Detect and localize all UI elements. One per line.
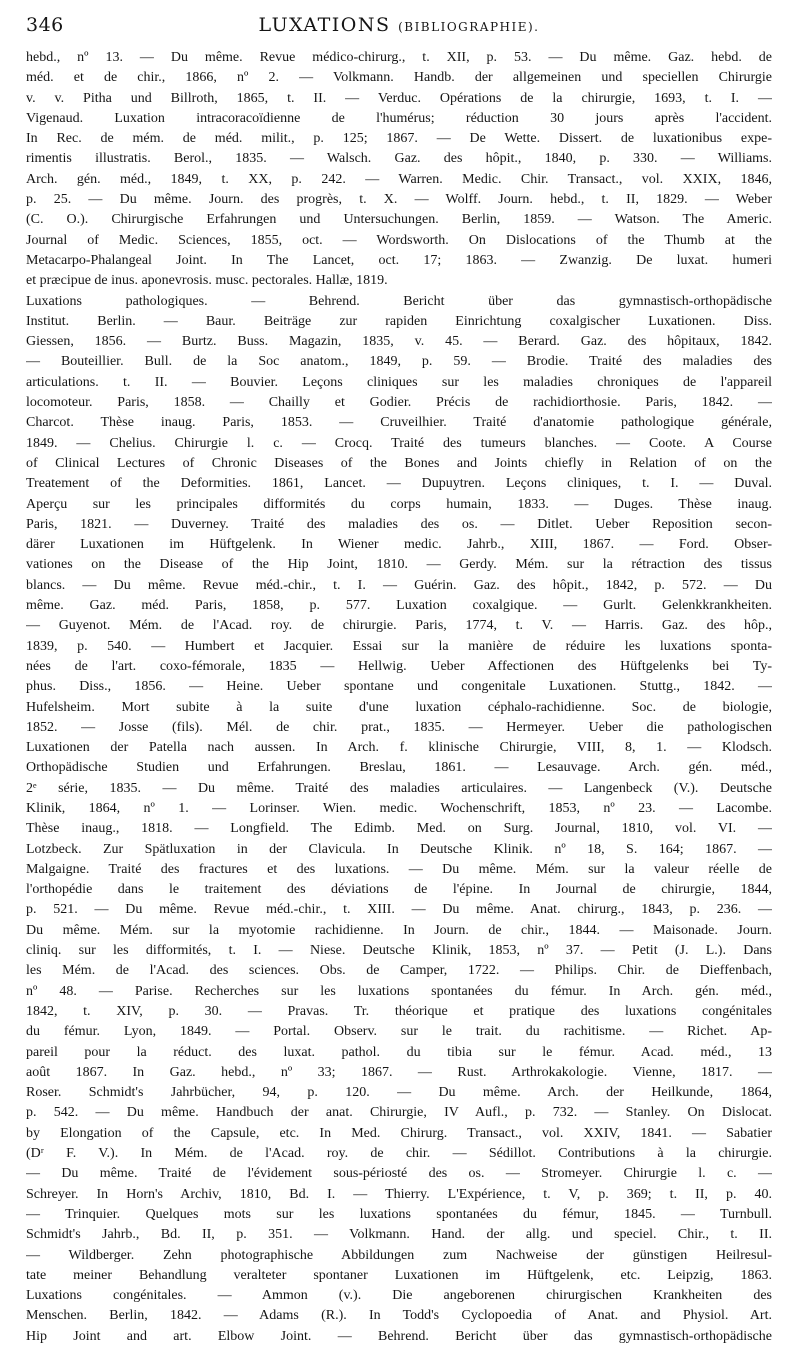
text-line: et præcipue de inus. aponevrosis. musc. pectorales. Hallæ, 1819.: [26, 273, 388, 289]
text-line: Luxationen der Patella nach aussen. In Arch. f. klinische Chirurgie, VIII, 8, 1. — Klodsch.: [26, 740, 772, 756]
text-line: Treatement of the Deformities. 1861, Lancet. — Dupuytren. Leçons cliniques, t. I. — Duval.: [26, 476, 772, 492]
text-line: Thèse inaug., 1818. — Longfield. The Edimb. Med. on Surg. Journal, 1810, vol. VI. —: [26, 821, 772, 837]
text-line: Journal of Medic. Sciences, 1855, oct. — Wordsworth. On Dislocations of the Thumb at the: [26, 232, 772, 248]
text-line: Du même. Mém. sur la myotomie rachidienne. In Journ. de chir., 1844. — Maisonade. Journ.: [26, 922, 772, 938]
text-line: Vigenaud. Luxation intracoracoïdienne de l'humérus; réduction 30 jours après l'accident.: [26, 110, 772, 126]
text-line: by Elongation of the Capsule, etc. In Med. Chirurg. Transact., vol. XXIV, 1841. — Sabatier: [26, 1125, 772, 1141]
text-line: p. 25. — Du même. Journ. des progrès, t. X. — Wolff. Journ. hebd., t. II, 1829. — Weber: [26, 192, 772, 208]
text-line: tate meiner Behandlung veralteter spontaner Luxationen im Hüftgelenk, etc. Leipzig, 1863.: [26, 1267, 772, 1283]
text-line: phus. Diss., 1856. — Heine. Ueber spontane und congenitale Luxationen. Stuttg., 1842. —: [26, 679, 772, 695]
text-line: nº 48. — Parise. Recherches sur les luxations spontanées du fémur. In Arch. gén. méd.,: [26, 983, 772, 999]
bibliography-text: [26, 48, 772, 1347]
text-line: 1849. — Chelius. Chirurgie l. c. — Crocq. Traité des tumeurs blanches. — Coote. A Course: [26, 435, 772, 451]
text-line: l'orthopédie dans le traitement des déviations de l'épine. In Journal de chirurgie, 1844,: [26, 882, 772, 898]
text-line: v. v. Pitha und Billroth, 1865, t. II. — Verduc. Opérations de la chirurgie, 1693, t. I. —: [26, 90, 772, 106]
text-line: 1852. — Josse (fils). Mél. de chir. prat., 1835. — Hermeyer. Ueber die pathologischen: [26, 719, 772, 735]
text-line: 1842, t. XIV, p. 30. — Pravas. Tr. théorique et pratique des luxations congénitales: [26, 1003, 772, 1019]
text-line: 1839, p. 540. — Humbert et Jacquier. Essai sur la manière de réduire les luxations sponta-: [26, 638, 772, 654]
text-line: articulations. t. II. — Bouvier. Leçons cliniques sur les maladies chroniques de l'appareil: [26, 374, 772, 390]
text-line: (C. O.). Chirurgische Erfahrungen und Untersuchungen. Berlin, 1859. — Watson. The Americ.: [26, 212, 772, 228]
text-line: Menschen. Berlin, 1842. — Adams (R.). In Todd's Cyclopoedia of Anat. and Physiol. Art.: [26, 1308, 772, 1324]
text-line: cliniq. sur les difformités, t. I. — Niese. Deutsche Klinik, 1853, nº 37. — Petit (J. L.). Dans: [26, 943, 772, 959]
text-line: Hip Joint and art. Elbow Joint. — Behrend. Bericht über das gymnastisch-orthopädische: [26, 1328, 772, 1344]
text-line: Malgaigne. Traité des fractures et des luxations. — Du même. Mém. sur la valeur réelle de: [26, 861, 772, 877]
text-line: Schmidt's Jahrb., Bd. II, p. 351. — Volkmann. Hand. der allg. und speciel. Chir., t. II.: [26, 1227, 772, 1243]
running-title: [156, 14, 772, 36]
text-line: Roser. Schmidt's Jahrbücher, 94, p. 120. — Du même. Arch. der Heilkunde, 1864,: [26, 1085, 772, 1101]
text-line: pareil pour la réduct. des luxat. pathol. du tibia sur le fémur. Acad. méd., 13: [26, 1044, 772, 1060]
text-line: of Clinical Lectures of Chronic Diseases of the Bones and Joints chiefly in Relation of on the: [26, 455, 772, 471]
text-line: août 1867. In Gaz. hebd., nº 33; 1867. — Rust. Arthrokakologie. Vienne, 1817. —: [26, 1064, 772, 1080]
text-line: locomoteur. Paris, 1858. — Chailly et Godier. Précis de rachidiorthosie. Paris, 1842. —: [26, 395, 772, 411]
text-line: Institut. Berlin. — Baur. Beiträge zur rapiden Einrichtung coxalgischer Luxationen. Diss.: [26, 313, 772, 329]
text-line: même. Gaz. méd. Paris, 1858, p. 577. Luxation coxalgique. — Gurlt. Gelenkkrankheiten.: [26, 598, 772, 614]
text-line: — Bouteillier. Bull. de la Soc anatom., 1849, p. 59. — Brodie. Traité des maladies des: [26, 354, 772, 370]
text-line: rimentis illustratis. Berol., 1835. — Walsch. Gaz. des hôpit., 1840, p. 330. — Williams.: [26, 151, 772, 167]
text-line: — Guyenot. Mém. de l'Acad. roy. de chirurgie. Paris, 1774, t. V. — Harris. Gaz. des hôp.,: [26, 618, 772, 634]
text-line: Luxations congénitales. — Ammon (v.). Die angeborenen chirurgischen Krankheiten des: [26, 1288, 772, 1304]
text-line: — Wildberger. Zehn photographische Abbildungen zum Nachweise der günstigen Heilresul-: [26, 1247, 772, 1263]
text-line: du fémur. Lyon, 1849. — Portal. Observ. sur le trait. du rachitisme. — Richet. Ap-: [26, 1024, 772, 1040]
text-line: blancs. — Du même. Revue méd.-chir., t. I. — Guérin. Gaz. des hôpit., 1842, p. 572. — Du: [26, 577, 772, 593]
running-title-subtitle: (BIBLIOGRAPHIE).: [398, 20, 540, 34]
text-line: Giessen, 1856. — Burtz. Buss. Magazin, 1835, v. 45. — Berard. Gaz. des hôpitaux, 1842.: [26, 334, 772, 350]
text-line: — Du même. Traité de l'évidement sous-périosté des os. — Stromeyer. Chirurgie l. c. —: [26, 1166, 772, 1182]
text-line: Klinik, 1864, nº 1. — Lorinser. Wien. medic. Wochenschrift, 1853, nº 23. — Lacombe.: [26, 800, 772, 816]
text-line: Luxations pathologiques. — Behrend. Bericht über das gymnastisch-orthopädische: [26, 293, 772, 309]
text-line: 2ᵉ série, 1835. — Du même. Traité des maladies articulaires. — Langenbeck (V.). Deutsche: [26, 780, 772, 796]
running-title-main: LUXATIONS: [258, 14, 391, 36]
text-line: Aperçu sur les principales difformités du corps humain, 1833. — Duges. Thèse inaug.: [26, 496, 772, 512]
text-line: p. 521. — Du même. Revue méd.-chir., t. XIII. — Du même. Anat. chirurg., 1843, p. 236. —: [26, 902, 772, 918]
text-line: méd. et de chir., 1866, nº 2. — Volkmann. Handb. der allgemeinen und speciellen Chirurgie: [26, 70, 772, 86]
text-line: In Rec. de mém. de méd. milit., p. 125; 1867. — De Wette. Dissert. de luxationibus expe-: [26, 131, 772, 147]
text-line: nées de l'art. coxo-fémorale, 1835 — Hellwig. Ueber Affectionen des Hüftgelenks bei Ty-: [26, 658, 772, 674]
text-line: Hufelsheim. Mort subite à la suite d'une luxation céphalo-rachidienne. Soc. de biologie,: [26, 699, 772, 715]
text-line: hebd., nº 13. — Du même. Revue médico-chirurg., t. XII, p. 53. — Du même. Gaz. hebd. de: [26, 50, 772, 65]
text-line: Orthopädische Studien und Erfahrungen. Breslau, 1861. — Lesauvage. Arch. gén. méd.,: [26, 760, 772, 776]
text-line: därer Luxationen im Hüftgelenk. In Wiener medic. Jahrb., XIII, 1867. — Ford. Obser-: [26, 537, 772, 553]
text-line: (Dʳ F. V.). In Mém. de l'Acad. roy. de chir. — Sédillot. Contributions à la chirurgie.: [26, 1146, 772, 1162]
text-line: Arch. gén. méd., 1849, t. XX, p. 242. — Warren. Medic. Chir. Transact., vol. XXIX, 1846,: [26, 171, 772, 187]
text-line: Charcot. Thèse inaug. Paris, 1853. — Cruveilhier. Traité d'anatomie pathologique générale,: [26, 415, 772, 431]
page-number: 346: [26, 14, 64, 36]
page-header: [26, 14, 772, 48]
text-line: — Trinquier. Quelques mots sur les luxations spontanées du fémur, 1845. — Turnbull.: [26, 1206, 772, 1222]
text-line: Paris, 1821. — Duverney. Traité des maladies des os. — Ditlet. Ueber Reposition secon-: [26, 516, 772, 532]
text-line: Lotzbeck. Zur Spätluxation in der Clavicula. In Deutsche Klinik. nº 18, S. 164; 1867. —: [26, 841, 772, 857]
text-line: Metacarpo-Phalangeal Joint. In The Lancet, oct. 17; 1863. — Zwanzig. De luxat. humeri: [26, 252, 772, 268]
text-line: Schreyer. In Horn's Archiv, 1810, Bd. I. — Thierry. L'Expérience, t. V, p. 369; t. II, p. 40.: [26, 1186, 772, 1202]
text-line: p. 542. — Du même. Handbuch der anat. Chirurgie, IV Aufl., p. 732. — Stanley. On Dislocat.: [26, 1105, 772, 1121]
text-line: vationes on the Disease of the Hip Joint, 1810. — Gerdy. Mém. sur la rétraction des tissus: [26, 557, 772, 573]
text-line: les Mém. de l'Acad. des sciences. Obs. de Camper, 1722. — Philips. Chir. de Dieffenbach,: [26, 963, 772, 979]
